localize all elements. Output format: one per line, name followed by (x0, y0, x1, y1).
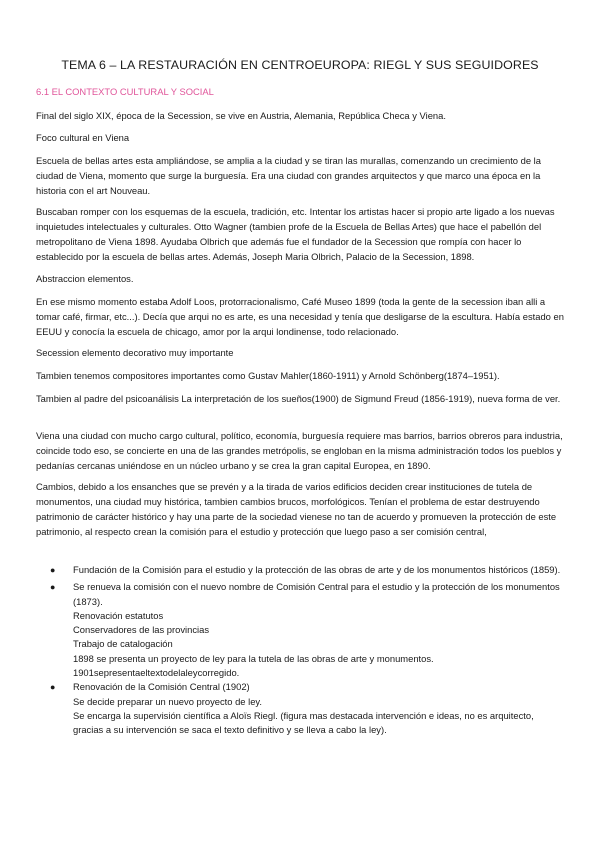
bullet-list (36, 563, 564, 738)
document-title: TEMA 6 – LA RESTAURACIÓN EN CENTROEUROPA: RIEGL Y SUS SEGUIDORES (61, 58, 539, 72)
paragraph: Viena una ciudad con mucho cargo cultural, político, economía, burguesía requiere mas barrios, barrios obreros para industria, coincide todo eso, se concierte en una de las grandes metrópolis, se engloban en la misma administración todos los pueblos y pedanías cercanas uniéndose en un núcleo urbano y se crea la gran capital Europea, en 1890. (36, 430, 563, 471)
list-item-subline: 1898 se presenta un proyecto de ley para la tutela de las obras de arte y monumentos. (73, 652, 434, 664)
paragraph: Tambien al padre del psicoanálisis La interpretación de los sueños(1900) de Sigmund Freud (1856-1919), nueva forma de ver. (36, 393, 561, 404)
bullet-icon: ● (50, 682, 56, 693)
list-item-subline: Trabajo de catalogación (73, 638, 173, 650)
list-item (36, 580, 564, 680)
list-item-subline: Se encarga la supervisión científica a Aloïs Riegl. (figura mas destacada intervención e ideas, no es arquitecto, gracias a su intervención se saca el texto definitivo y se lleva a cabo la ley). (73, 709, 534, 736)
bullet-icon: ● (50, 582, 56, 593)
section-subtitle: 6.1 EL CONTEXTO CULTURAL Y SOCIAL (36, 86, 214, 97)
paragraph: Final del siglo XIX, época de la Secession, se vive en Austria, Alemania, República Checa y Viena. (36, 110, 446, 121)
list-item (36, 680, 564, 737)
paragraph: Tambien tenemos compositores importantes como Gustav Mahler(1860-1911) y Arnold Schönberg(1874–1951). (36, 370, 500, 381)
paragraph: Escuela de bellas artes esta ampliándose, se amplia a la ciudad y se tiran las murallas, comenzando un crecimiento de la ciudad de Viena, momento que surge la burguesía. Era una ciudad con grandes arquitectos y que marco una época en la historia con el art Nouveau. (36, 155, 541, 196)
list-item-subline: Se decide preparar un nuevo proyecto de ley. (73, 695, 263, 707)
list-item-text: Renovación de la Comisión Central (1902) (73, 681, 250, 693)
list-item-subline: 1901sepresentaeltextodelaleycorregido. (73, 667, 240, 679)
list-item-text: Se renueva la comisión con el nuevo nombre de Comisión Central para el estudio y la protección de los monumentos (1873). (73, 581, 560, 607)
paragraph: Buscaban romper con los esquemas de la escuela, tradición, etc. Intentar los artistas hacer si propio arte ligado a los nuevas inquietudes intelectuales y culturales. Otto Wagner (tambien profe de la Escuela de Bellas Artes) que hace el pabellón del metropolitano de Viena 1898. Ayudaba Olbrich que además fue el fundador de la Secession que rompía con hacer lo establecido por la escuela de bellas artes. Además, Joseph Maria Olbrich, Palacio de la Secession, 1898. (36, 206, 555, 262)
paragraph: Cambios, debido a los ensanches que se prevén y a la tirada de varios edificios deciden crear instituciones de tutela de monumentos, una ciudad muy histórica, tambien cambios brucos, morfológicos. Tenían el problema de estar destruyendo patrimonio de carácter histórico y hay una parte de la sociedad vienese no tan de acuerdo y promueven la protección de este patrimonio, al respecto crean la comisión para el estudio y protección que luego paso a ser comisión central, (36, 481, 557, 537)
list-item (36, 563, 564, 577)
list-item-subline: Conservadores de las provincias (73, 624, 210, 636)
paragraph: Foco cultural en Viena (36, 132, 130, 143)
paragraph: En ese mismo momento estaba Adolf Loos, protorracionalismo, Café Museo 1899 (toda la gente de la secession iban alli a tomar café, firmar, etc...). Decía que arqui no es arte, es una necesidad y tenía que desligarse de la escultura. Había estado en EEUU y conocía la escuela de chicago, amor por la arqui londinense, todo relacionado. (36, 296, 564, 337)
list-item-text: Fundación de la Comisión para el estudio y la protección de las obras de arte y de los monumentos históricos (1859). (73, 564, 561, 575)
list-item-subline: Renovación estatutos (73, 609, 164, 621)
bullet-icon: ● (50, 565, 56, 575)
paragraph: Abstraccion elementos. (36, 273, 134, 284)
paragraph: Secession elemento decorativo muy importante (36, 347, 234, 358)
